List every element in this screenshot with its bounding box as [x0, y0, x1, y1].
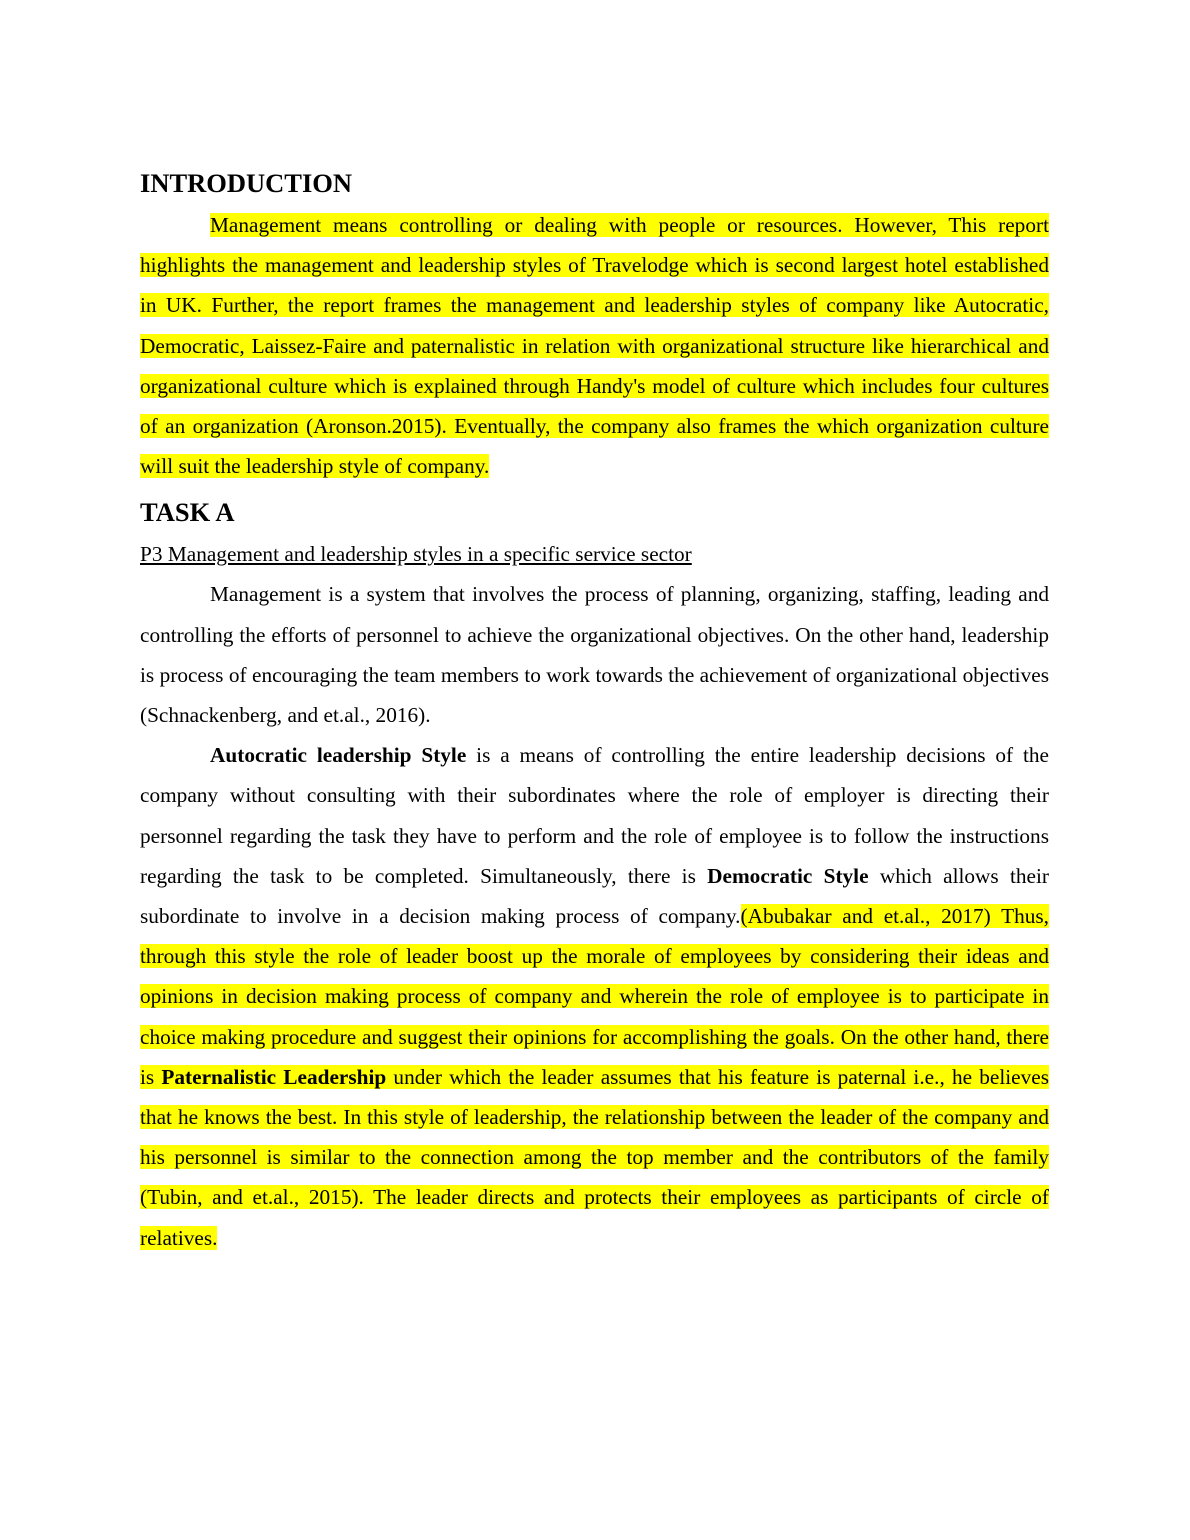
democratic-description: which allows their subordinate to involve in a decision making process of company.	[140, 863, 1049, 929]
document-page	[140, 163, 1049, 1258]
autocratic-description: is a means of controlling the entire leadership decisions of the company without consulting with their subordinates where the role of employer is directing their personnel regarding the task they have to perform and the role of employee is to follow the instructions regarding the task to be completed. Simultaneously, there is	[140, 743, 1050, 888]
paternalistic-leadership-term: Paternalistic Leadership	[161, 1064, 387, 1089]
introduction-heading: INTRODUCTION	[140, 168, 353, 198]
democratic-style-term: Democratic Style	[707, 863, 869, 888]
task-a-subheading: P3 Management and leadership styles in a specific service sector	[140, 542, 692, 567]
paternalistic-description: under which the leader assumes that his feature is paternal i.e., he believes that he knows the best. In this style of leadership, the relationship between the leader of the company and his personnel is similar to the connection among the top member and the contributors of the family (Tubin, and et.al., 2015). The leader directs and protects their employees as participants of circle of relatives.	[140, 1064, 1049, 1250]
highlighted-citation-text: (Abubakar and et.al., 2017) Thus, through this style the role of leader boost up the morale of employees by considering their ideas and opinions in decision making process of company and wherein the role of employee is to participate in choice making procedure and suggest their opinions for accomplishing the goals. On the other hand, there is	[140, 904, 1049, 1089]
autocratic-style-term: Autocratic leadership Style	[210, 743, 467, 768]
task-a-heading: TASK A	[140, 497, 235, 528]
introduction-paragraph	[140, 205, 1049, 486]
introduction-highlighted-text: Management means controlling or dealing with people or resources. However, This report highlights the management and leadership styles of Travelodge which is second largest hotel established in UK. Further, the report frames the management and leadership styles of company like Autocratic, Democratic, Laissez-Faire and paternalistic in relation with organizational structure like hierarchical and organizational culture which is explained through Handy's model of culture which includes four cultures of an organization (Aronson.2015). Eventually, the company also frames the which organization culture will suit the leadership style of company.	[140, 213, 1049, 479]
leadership-styles-paragraph	[140, 735, 1049, 1258]
management-definition-paragraph: Management is a system that involves the process of planning, organizing, staffing, leading and controlling the efforts of personnel to achieve the organizational objectives. On the other hand, leadership is process of encouraging the team members to work towards the achievement of organizational objectives (Schnackenberg, and et.al., 2016).	[140, 582, 1049, 728]
